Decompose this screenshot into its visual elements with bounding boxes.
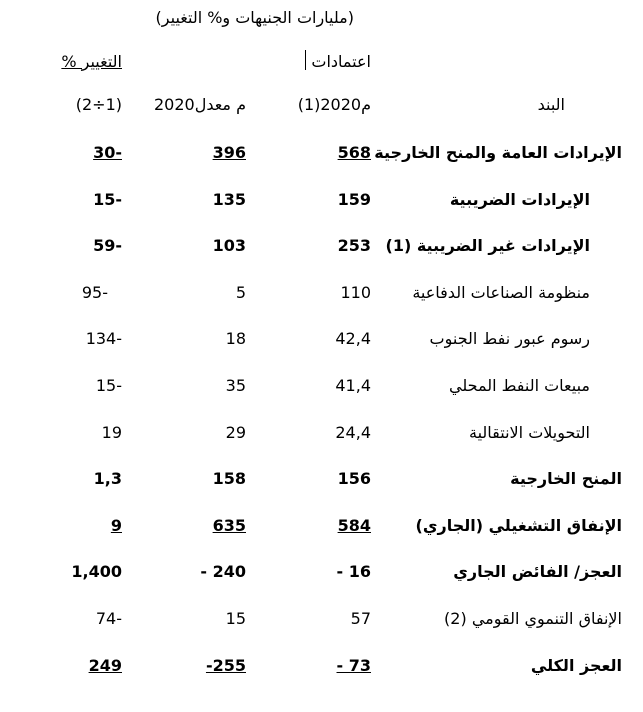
- header-approved-label: اعتمادات: [311, 52, 371, 71]
- row-label: مبيعات النفط المحلي: [448, 376, 590, 395]
- cell-change-pct: 19: [101, 423, 122, 442]
- cell-2020-approved: 253: [337, 236, 371, 255]
- cell-2020-approved: 41,4: [335, 376, 371, 395]
- cell-2020-approved: 156: [337, 469, 371, 488]
- units-caption: (مليارات الجنيهات و% التغيير): [155, 8, 354, 27]
- cell-2020-rate: 5: [235, 283, 246, 302]
- cell-2020-rate: 18: [225, 329, 246, 348]
- cell-change-pct: 59-: [93, 236, 122, 255]
- cell-2020-approved: 568: [337, 143, 371, 162]
- row-label: العجز/ الفائض الجاري: [453, 562, 622, 581]
- row-label: الإيرادات غير الضريبية (1): [385, 236, 590, 255]
- row-label: العجز الكلي: [530, 656, 622, 675]
- cell-change-pct: 134-: [85, 329, 122, 348]
- cell-change-pct: 15-: [95, 376, 122, 395]
- header-col-2020-rate: 2020م معدل: [153, 95, 246, 114]
- cell-2020-rate: 635: [212, 516, 246, 535]
- cell-2020-approved: 584: [337, 516, 371, 535]
- row-label: الإيرادات العامة والمنح الخارجية: [374, 143, 622, 162]
- header-approved-divider: [305, 50, 306, 70]
- row-label: رسوم عبور نفط الجنوب: [429, 329, 590, 348]
- cell-change-pct: 95-: [81, 283, 108, 302]
- header-col-ratio: (2÷1): [75, 95, 122, 114]
- row-label: الإنفاق التشغيلي (الجاري): [415, 516, 622, 535]
- cell-change-pct: 74-: [95, 609, 122, 628]
- cell-2020-rate: 158: [212, 469, 246, 488]
- cell-2020-rate: 35: [225, 376, 246, 395]
- cell-2020-rate: 135: [212, 190, 246, 209]
- cell-change-pct: 1,400: [71, 562, 122, 581]
- header-col-2020-approved: (1)2020م: [297, 95, 371, 114]
- cell-change-pct: 1,3: [93, 469, 122, 488]
- row-label: التحويلات الانتقالية: [469, 423, 590, 442]
- cell-2020-approved: - 73: [336, 656, 371, 675]
- cell-change-pct: 30-: [93, 143, 122, 162]
- cell-2020-rate: 396: [212, 143, 246, 162]
- cell-change-pct: 9: [110, 516, 122, 535]
- header-item-label: البند: [537, 95, 565, 114]
- cell-2020-rate: 15: [225, 609, 246, 628]
- row-label: الإيرادات الضريبية: [449, 190, 590, 209]
- cell-2020-rate: - 240: [200, 562, 246, 581]
- cell-2020-rate: 103: [212, 236, 246, 255]
- cell-2020-approved: 24,4: [335, 423, 371, 442]
- cell-2020-approved: 57: [350, 609, 371, 628]
- row-label: منظومة الصناعات الدفاعية: [412, 283, 590, 302]
- cell-2020-approved: 42,4: [335, 329, 371, 348]
- cell-change-pct: 15-: [93, 190, 122, 209]
- cell-2020-approved: - 16: [336, 562, 371, 581]
- row-label: المنح الخارجية: [510, 469, 622, 488]
- cell-2020-rate: -255: [205, 656, 246, 675]
- cell-change-pct: 249: [88, 656, 122, 675]
- cell-2020-rate: 29: [225, 423, 246, 442]
- cell-2020-approved: 110: [340, 283, 371, 302]
- header-change-label: التغيير %: [61, 52, 122, 71]
- cell-2020-approved: 159: [337, 190, 371, 209]
- row-label: الإنفاق التنموي القومي (2): [444, 609, 622, 628]
